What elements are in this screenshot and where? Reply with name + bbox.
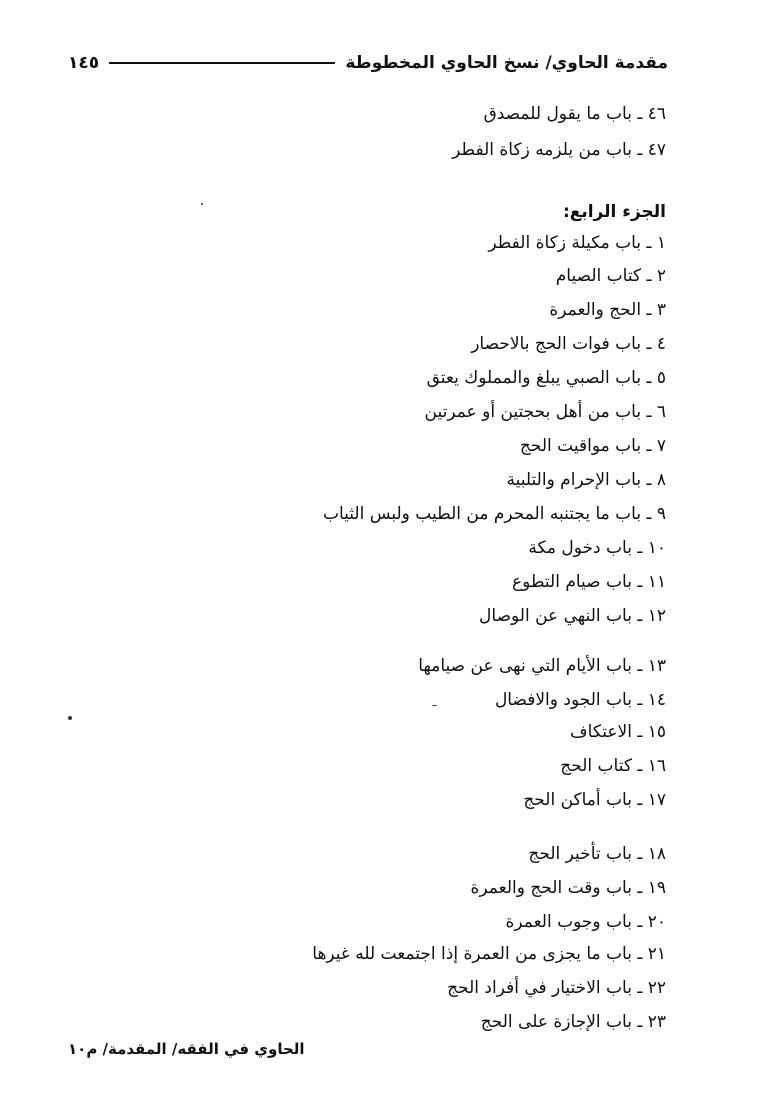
- list-item: [425, 404, 666, 421]
- list-item: [549, 302, 666, 319]
- entry-text: باب ما يجتنبه المحرم من الطيب ولبس الثياب: [322, 504, 642, 524]
- entry-dash: ـ: [631, 140, 643, 160]
- entry-text: الحج والعمرة: [549, 300, 642, 320]
- entry-number: ١٣: [647, 656, 666, 676]
- entry-text: باب من يلزمه زكاة الفطر: [452, 140, 632, 160]
- entry-number: ٧: [656, 436, 666, 456]
- entry-dash: ـ: [631, 572, 648, 592]
- entry-dash: ـ: [641, 436, 657, 456]
- entry-text: باب وقت الحج والعمرة: [470, 878, 632, 898]
- entry-dash: ـ: [641, 368, 657, 388]
- list-item: [520, 438, 666, 455]
- entry-text: باب النهي عن الوصال: [479, 606, 632, 626]
- list-item: [495, 692, 666, 709]
- entry-text: باب من أهل بحجتين أو عمرتين: [424, 402, 642, 422]
- entry-number: ١٥: [647, 722, 666, 742]
- list-item: [528, 540, 666, 557]
- entry-dash: ـ: [631, 878, 648, 898]
- entry-dash: ـ: [641, 334, 657, 354]
- entry-number: ١٦: [647, 756, 666, 776]
- list-item: [507, 472, 666, 489]
- entry-text: باب مكيلة زكاة الفطر: [488, 233, 642, 253]
- entry-number: ١٠: [647, 538, 666, 558]
- list-item: [488, 235, 666, 252]
- list-item: [312, 946, 666, 963]
- list-item: [479, 608, 666, 625]
- entry-text: باب الجود والافضال: [494, 690, 632, 710]
- entry-text: كتاب الصيام: [555, 266, 642, 286]
- entry-number: ١٢: [647, 606, 666, 626]
- entry-text: باب فوات الحج بالاحصار: [471, 334, 642, 354]
- entry-dash: ـ: [631, 944, 648, 964]
- list-item: [471, 880, 667, 897]
- entry-dash: ـ: [631, 690, 648, 710]
- entry-text: باب الإحرام والتلبية: [506, 470, 642, 490]
- entry-dash: ـ: [631, 756, 648, 776]
- entry-text: باب تأخير الحج: [528, 844, 632, 864]
- list-item: [528, 846, 666, 863]
- entry-number: ١: [656, 233, 666, 253]
- entry-number: ١١: [647, 572, 666, 592]
- entry-number: ١٤: [647, 690, 666, 710]
- section-heading: الجزء الرابع:: [562, 202, 666, 222]
- entry-number: ٢١: [647, 944, 666, 964]
- entry-dash: ـ: [631, 656, 648, 676]
- entry-text: باب مواقيت الحج: [519, 436, 642, 456]
- scan-speck: [432, 705, 437, 706]
- list-item: [570, 724, 666, 741]
- header-title: مقدمة الحاوي/ نسخ الحاوي المخطوطة: [345, 53, 668, 73]
- entry-dash: ـ: [631, 722, 648, 742]
- entry-text: باب وجوب العمرة: [505, 912, 632, 932]
- entry-dash: ـ: [631, 844, 648, 864]
- entry-dash: ـ: [641, 504, 657, 524]
- entry-text: باب ما يقول للمصدق: [483, 104, 632, 124]
- entry-dash: ـ: [641, 300, 657, 320]
- entry-dash: ـ: [641, 233, 657, 253]
- list-item: [418, 658, 666, 675]
- entry-number: ٢٣: [647, 1012, 666, 1032]
- list-item: [484, 106, 666, 123]
- entry-number: ٤٦: [647, 104, 666, 124]
- list-item: [560, 758, 666, 775]
- entry-dash: ـ: [641, 470, 657, 490]
- entry-dash: ـ: [641, 266, 657, 286]
- entry-number: ٨: [656, 470, 666, 490]
- entry-dash: ـ: [631, 978, 648, 998]
- entry-number: ١٨: [647, 844, 666, 864]
- entry-dash: ـ: [631, 538, 648, 558]
- entry-number: ٤٧: [647, 140, 666, 160]
- entry-text: باب أماكن الحج: [523, 790, 632, 810]
- entry-number: ٣: [656, 300, 666, 320]
- list-item: [323, 506, 666, 523]
- entry-number: ٢٢: [647, 978, 666, 998]
- entry-number: ٦: [656, 402, 666, 422]
- list-item: [481, 1014, 666, 1031]
- entry-text: باب الصبي يبلغ والمملوك يعتق: [426, 368, 642, 388]
- list-item: [512, 574, 666, 591]
- entry-number: ٥: [656, 368, 666, 388]
- entry-dash: ـ: [631, 104, 643, 124]
- list-item: [427, 370, 666, 387]
- list-item: [523, 792, 666, 809]
- running-header: [68, 48, 668, 78]
- entry-dash: ـ: [641, 402, 657, 422]
- entry-number: ٢٠: [647, 912, 666, 932]
- entry-text: باب ما يجزى من العمرة إذا اجتمعت لله غيرها: [312, 944, 632, 964]
- entry-dash: ـ: [631, 790, 648, 810]
- entry-text: باب الأيام التي نهى عن صيامها: [418, 656, 632, 676]
- list-item: [556, 268, 666, 285]
- list-item: [471, 336, 666, 353]
- header-rule: [109, 62, 335, 64]
- entry-text: باب دخول مكة: [528, 538, 632, 558]
- page-number: ١٤٥: [68, 53, 100, 73]
- entry-number: ٢: [656, 266, 666, 286]
- entry-number: ٤: [656, 334, 666, 354]
- entry-number: ١٩: [647, 878, 666, 898]
- scan-speck: [68, 716, 72, 720]
- entry-dash: ـ: [631, 912, 648, 932]
- entry-dash: ـ: [631, 606, 648, 626]
- entry-text: الاعتكاف: [570, 722, 632, 742]
- page-footer: الحاوي في الفقه/ المقدمة/ م١٠: [68, 1040, 305, 1058]
- entry-text: كتاب الحج: [560, 756, 632, 776]
- list-item: [505, 914, 666, 931]
- list-item: [452, 142, 666, 159]
- entry-text: باب الاختيار في أفراد الحج: [447, 978, 632, 998]
- entry-text: باب الإجازة على الحج: [480, 1012, 632, 1032]
- scan-speck: [201, 203, 203, 205]
- entry-text: باب صيام التطوع: [512, 572, 632, 592]
- entry-number: ١٧: [647, 790, 666, 810]
- entry-dash: ـ: [631, 1012, 648, 1032]
- list-item: [447, 980, 666, 997]
- entry-number: ٩: [656, 504, 666, 524]
